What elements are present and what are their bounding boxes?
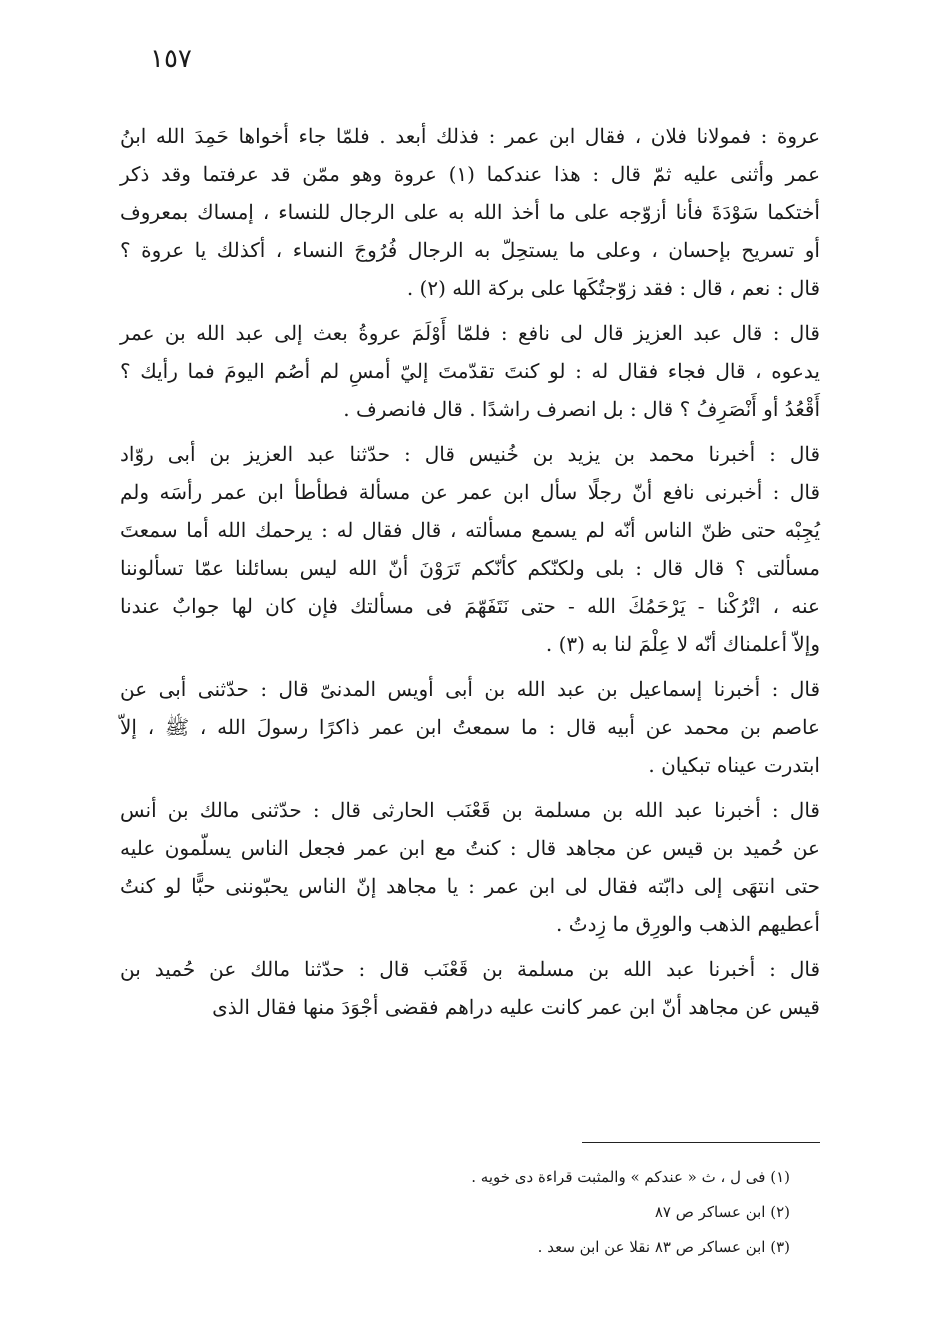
- text-line: أختكما سَوْدَةَ فأنا أزوّجه على ما أخذ الله به على الرجال للنساء ، إمساك بمعروف: [120, 200, 820, 224]
- text-line: أو تسريح بإحسان ، وعلى ما يستحِلّ به الرجال فُرُوجَ النساء ، أكذلك يا عروة ؟: [120, 238, 820, 262]
- text-line: مسألتى ؟ قال قال : بلى ولكنّكم كأنّكم تَرَوْنَ أنّ الله ليس بسائلنا عمّا تسألوننا: [120, 556, 820, 580]
- text-line: قال : أخبرنا إسماعيل بن عبد الله بن أبى أويس المدنىّ قال : حدّثنى أبى عن: [120, 677, 820, 701]
- paragraph: [120, 791, 820, 943]
- text-line: يدعوه ، قال فجاء فقال له : لو كنتَ تقدّمتَ إليّ أمسِ لم أصُم اليومَ فما رأيك ؟: [120, 359, 820, 383]
- text-line: أعطيهم الذهب والورِق ما زِدتُ .: [556, 912, 820, 936]
- text-line: عمر وأثنى عليه ثمّ قال : هذا عندكما (١) عروة وهو ممّن قد عرفتما وقد ذكر: [120, 162, 821, 186]
- footnote: (١) فى ل ، ث « عندكم » والمثبت قراءة دى خويه .: [471, 1168, 790, 1186]
- footnote-divider: [582, 1142, 820, 1143]
- text-line: وإلاّ أعلمناك أنّه لا عِلْمَ لنا به (٣) .: [545, 632, 820, 656]
- text-line: قيس عن مجاهد أنّ ابن عمر كانت عليه دراهم فقضى أجْوَدَ منها فقال الذى: [212, 995, 820, 1019]
- paragraph: [120, 670, 820, 784]
- footnotes: [300, 1160, 790, 1265]
- footnote: (٣) ابن عساكر ص ٨٣ نقلا عن ابن سعد .: [537, 1238, 790, 1256]
- text-line: يُجِبْه حتى ظنّ الناس أنّه لم يسمع مسألته ، قال فقال له : يرحمك الله أما سمعتَ: [120, 518, 820, 542]
- text-line: عنه ، اتْرُكْنا - يَرْحَمُكَ الله - حتى نَتَفَهّمَ فى مسألتك فإن كان لها جوابٌ عندنا: [120, 594, 820, 618]
- text-line: قال : قال عبد العزيز قال لى نافع : فلمّا أَوْلَمَ عروةُ بعث إلى عبد الله بن عمر: [120, 321, 820, 345]
- text-line: عاصم بن محمد عن أبيه قال : ما سمعتُ ابن عمر ذاكرًا رسولَ الله ، ﷺ ، إلاّ: [120, 715, 820, 739]
- page-number: ١٥٧: [150, 44, 192, 74]
- main-text: [120, 117, 820, 1029]
- text-line: حتى انتهَى إلى دابّته فقال لى ابن عمر : يا مجاهد إنّ الناس يحبّوننى حبًّا لو كنتُ: [120, 874, 820, 898]
- footnote: (٢) ابن عساكر ص ٨٧: [654, 1203, 790, 1221]
- text-line: قال : أخبرنا عبد الله بن مسلمة بن قَعْنَب قال : حدّثنا مالك عن حُميد بن: [120, 957, 820, 981]
- paragraph: [120, 314, 820, 428]
- text-line: قال : أخبرنا عبد الله بن مسلمة بن قَعْنَب الحارثى قال : حدّثنى مالك بن أنس: [120, 798, 820, 822]
- text-line: ابتدرت عيناه تبكيان .: [648, 753, 820, 777]
- text-line: عن حُميد بن قيس عن مجاهد قال : كنتُ مع ابن عمر فجعل الناس يسلّمون عليه: [120, 836, 820, 860]
- paragraph: [120, 950, 820, 1026]
- text-line: قال : أخبرنا محمد بن يزيد بن خُنيس قال : حدّثنا عبد العزيز بن أبى روّاد: [120, 442, 820, 466]
- paragraph: [120, 117, 820, 307]
- text-line: أَقْعُدُ أو أَنْصَرِفُ ؟ قال : بل انصرف راشدًا . قال فانصرف .: [343, 397, 820, 421]
- text-line: قال : أخبرنى نافع أنّ رجلًا سأل ابن عمر عن مسألة فطأطأ ابن عمر رأسَه ولم: [120, 480, 820, 504]
- paragraph: [120, 435, 820, 663]
- text-line: عروة : فمولانا فلان ، فقال ابن عمر : فذلك أبعد . فلمّا جاء أخواها حَمِدَ الله ابنُ: [120, 124, 820, 148]
- text-line: قال : نعم ، قال : فقد زوّجتُكَها على بركة الله (٢) .: [406, 276, 820, 300]
